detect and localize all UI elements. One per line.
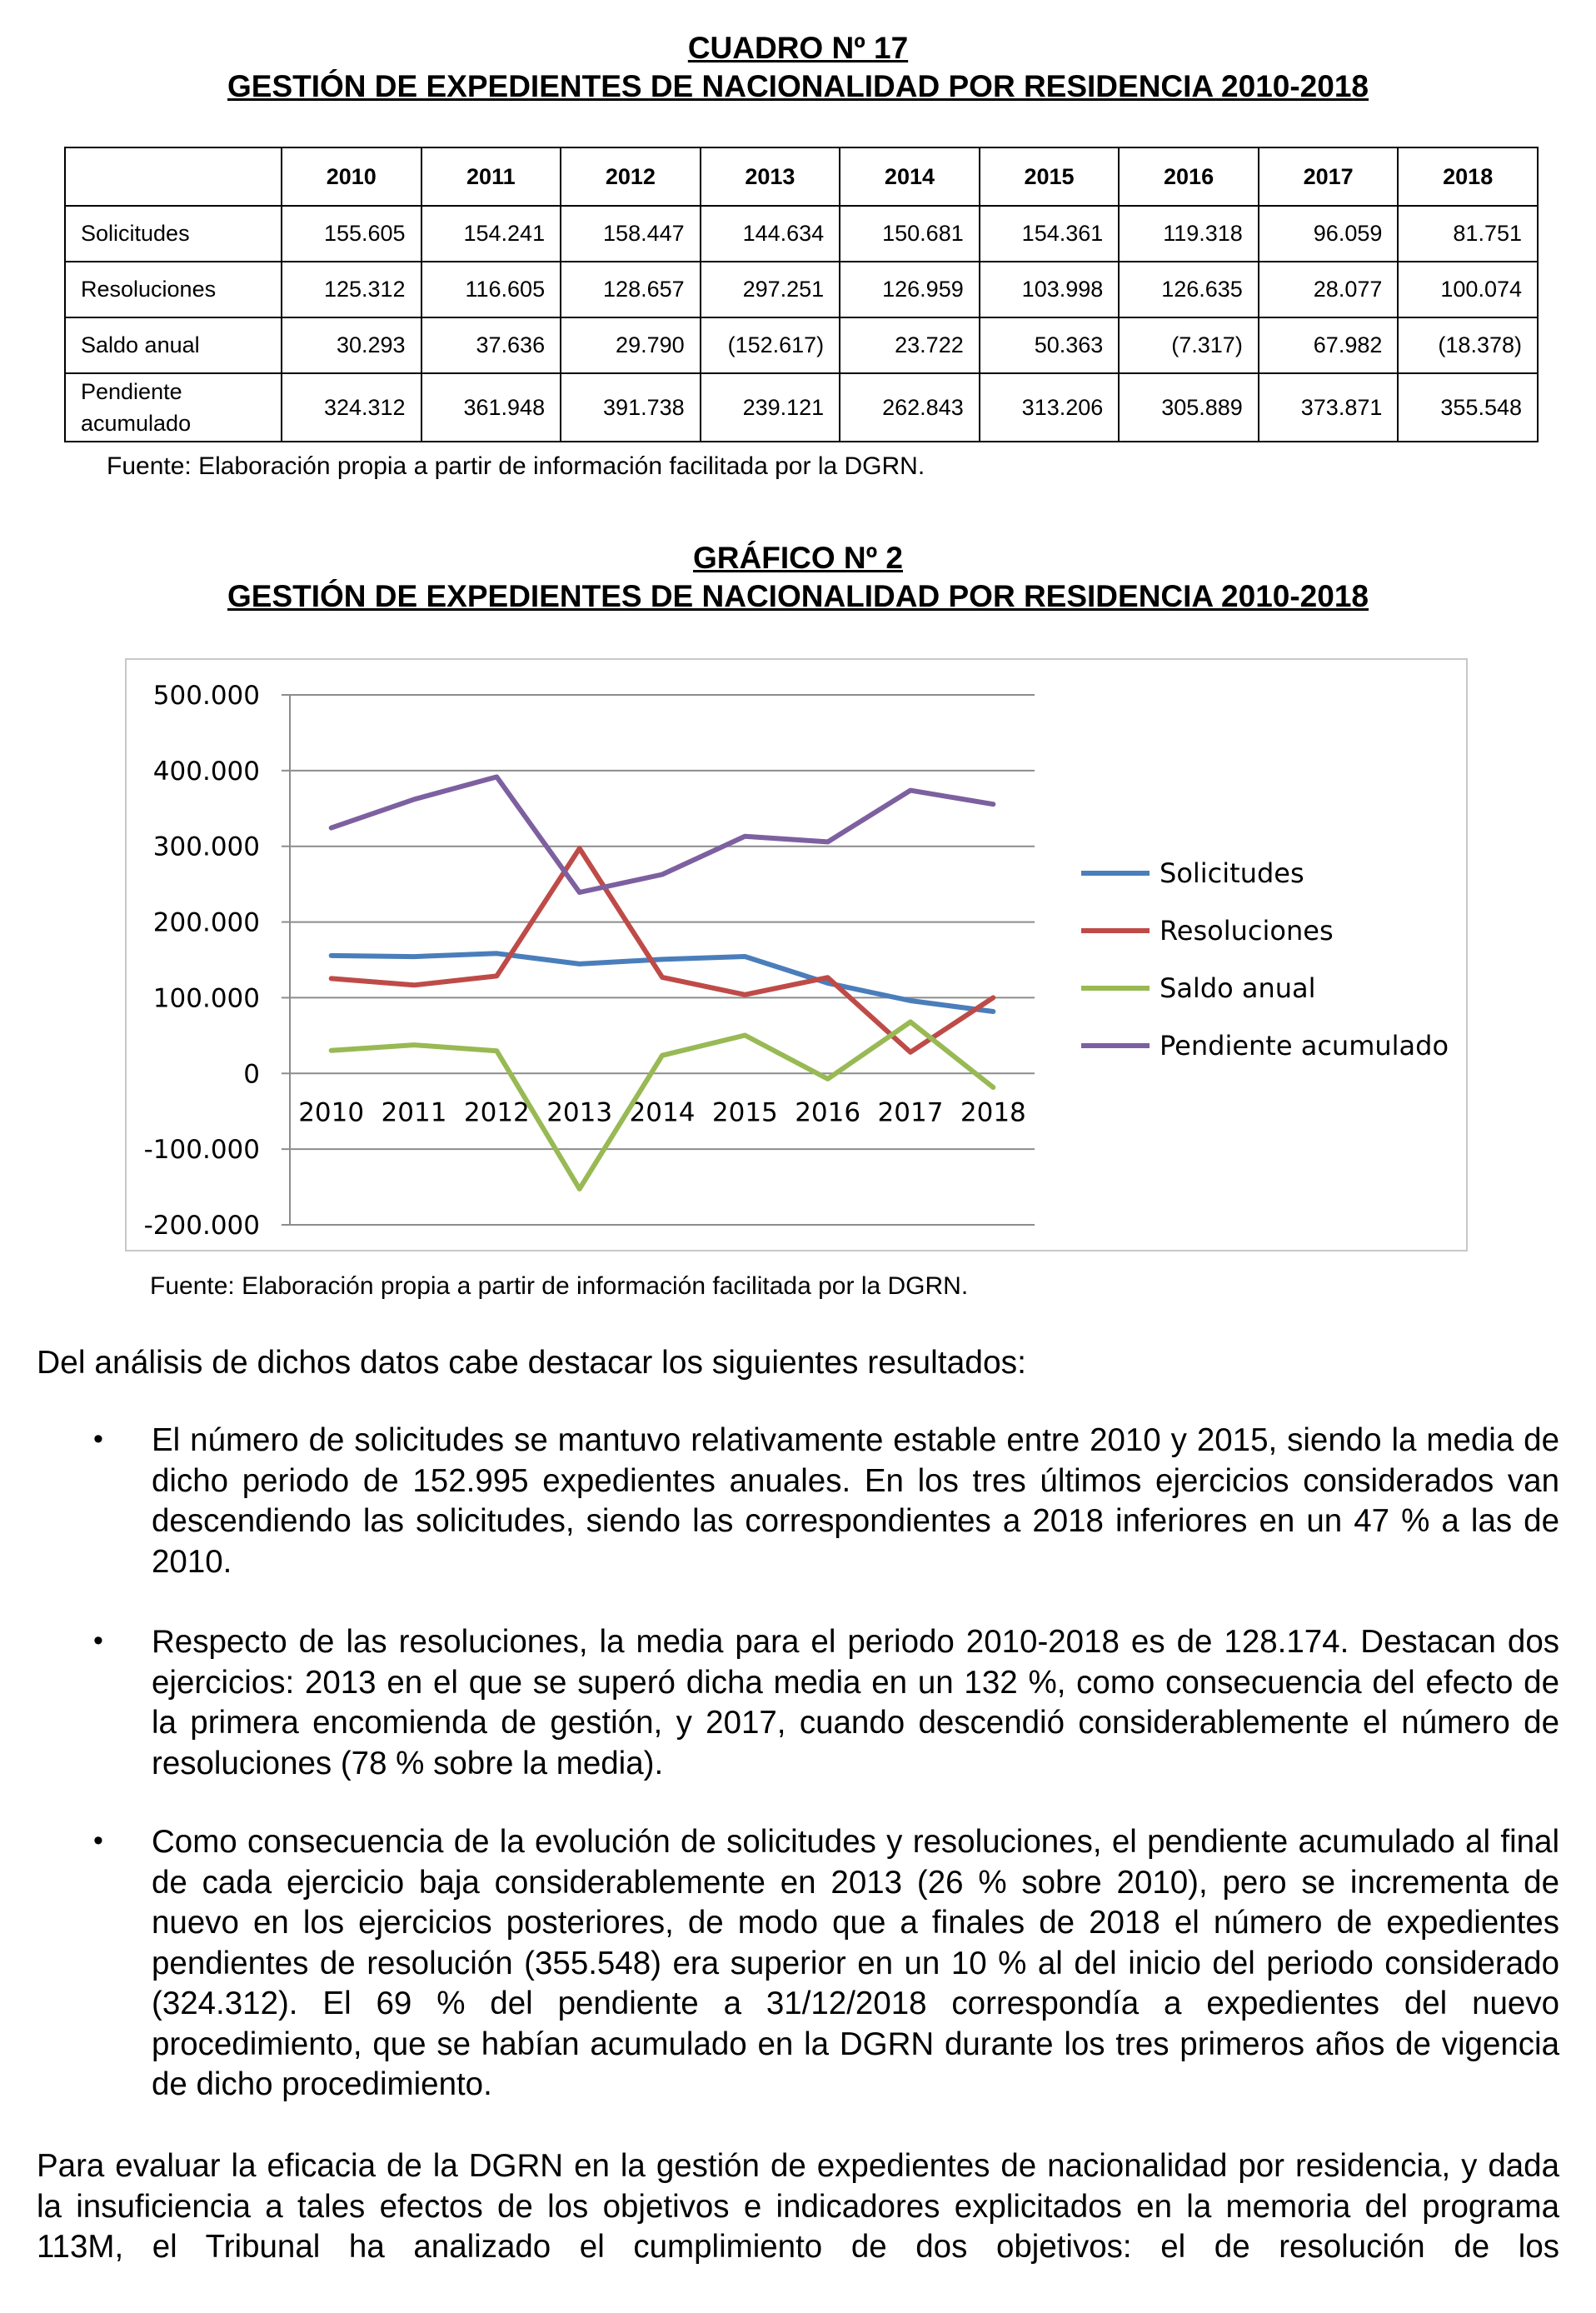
table-cell: 81.751 <box>1398 206 1538 262</box>
table-cell: 119.318 <box>1119 206 1259 262</box>
row-label: Saldo anual <box>65 317 282 373</box>
y-tick-label: 100.000 <box>152 983 260 1014</box>
table-cell: 116.605 <box>421 262 561 317</box>
table-cell: 29.790 <box>561 317 701 373</box>
row-label: Solicitudes <box>65 206 282 262</box>
bullet-marker: • <box>93 1825 103 1856</box>
x-tick-label: 2015 <box>711 1097 778 1128</box>
table-cell: 67.982 <box>1259 317 1399 373</box>
table-cell: (18.378) <box>1398 317 1538 373</box>
year-header: 2018 <box>1398 147 1538 206</box>
series-line <box>332 777 994 892</box>
y-tick-label: 200.000 <box>152 907 260 938</box>
table-cell: 155.605 <box>282 206 421 262</box>
legend-label: Resoluciones <box>1160 915 1334 947</box>
table-cell: 144.634 <box>701 206 840 262</box>
table-cell: 324.312 <box>282 373 421 442</box>
y-tick-label: 500.000 <box>152 681 260 711</box>
y-tick-label: -200.000 <box>143 1211 260 1241</box>
table-cell: 100.074 <box>1398 262 1538 317</box>
table-cell: 313.206 <box>980 373 1120 442</box>
table-cell: 154.361 <box>980 206 1120 262</box>
table-cell: 126.635 <box>1119 262 1259 317</box>
year-header: 2012 <box>561 147 701 206</box>
year-header: 2016 <box>1119 147 1259 206</box>
y-tick-label: 300.000 <box>152 832 260 862</box>
year-header: 2014 <box>840 147 980 206</box>
y-tick-label: -100.000 <box>143 1135 260 1166</box>
series-line <box>332 848 994 1052</box>
legend-label: Pendiente acumulado <box>1160 1030 1449 1062</box>
grafico-title: GESTIÓN DE EXPEDIENTES DE NACIONALIDAD POR RESIDENCIA 2010-2018 <box>227 579 1369 613</box>
table-cell: 297.251 <box>701 262 840 317</box>
year-header: 2017 <box>1259 147 1399 206</box>
x-tick-label: 2017 <box>877 1097 944 1128</box>
table-cell: 158.447 <box>561 206 701 262</box>
cuadro-label: CUADRO Nº 17 <box>687 31 909 65</box>
year-header: 2011 <box>421 147 561 206</box>
cuadro-title: GESTIÓN DE EXPEDIENTES DE NACIONALIDAD POR RESIDENCIA 2010-2018 <box>227 69 1369 103</box>
table-cell: 37.636 <box>421 317 561 373</box>
bullet-item: Respecto de las resoluciones, la media para el periodo 2010-2018 es de 128.174. Destacan dos ejercicios: 2013 en el que se superó dicha media en un 132 %, como consecuencia del efecto de la primera encomienda de gestión, y 2017, cuando descendió considerablemente el número de resoluciones (78 % sobre la media). <box>152 1624 1559 1781</box>
y-tick-label: 400.000 <box>152 756 260 787</box>
row-label-line: acumulado <box>81 411 192 436</box>
x-tick-label: 2012 <box>463 1097 530 1128</box>
legend-label: Saldo anual <box>1160 972 1316 1004</box>
year-header: 2010 <box>282 147 421 206</box>
y-tick-label: 0 <box>243 1059 260 1090</box>
table-cell: (7.317) <box>1119 317 1259 373</box>
table-cell: 361.948 <box>421 373 561 442</box>
table-cell: 391.738 <box>561 373 701 442</box>
table-cell: (152.617) <box>701 317 840 373</box>
grafico-label: GRÁFICO Nº 2 <box>693 541 903 575</box>
table-cell: 262.843 <box>840 373 980 442</box>
intro-paragraph: Del análisis de dichos datos cabe destacar los siguientes resultados: <box>37 1345 1027 1381</box>
x-tick-label: 2018 <box>960 1097 1026 1128</box>
bullet-marker: • <box>93 1423 103 1455</box>
bullet-item: Como consecuencia de la evolución de solicitudes y resoluciones, el pendiente acumulado al final de cada ejercicio baja considerablemente en 2013 (26 % sobre 2010), pero se incrementa de nuevo en los ejercicios posteriores, de modo que a finales de 2018 el número de expedientes pendientes de resolución (355.548) era superior en un 10 % al del inicio del periodo considerado (324.312). El 69 % del pendiente a 31/12/2018 correspondía a expedientes del nuevo procedimiento, que se habían acumulado en la DGRN durante los tres primeros años de vigencia de dicho procedimiento. <box>152 1824 1559 2102</box>
table-cell: 96.059 <box>1259 206 1399 262</box>
table-cell: 355.548 <box>1398 373 1538 442</box>
table-cell: 50.363 <box>980 317 1120 373</box>
closing-paragraph: Para evaluar la eficacia de la DGRN en la gestión de expedientes de nacionalidad por residencia, y dada la insuficiencia a tales efectos de los objetivos e indicadores explicitados en la memoria del programa 113M, el Tribunal ha analizado el cumplimiento de dos objetivos: el de resolución de los <box>37 2148 1559 2265</box>
x-tick-label: 2011 <box>381 1097 447 1128</box>
table-cell: 128.657 <box>561 262 701 317</box>
x-tick-label: 2014 <box>629 1097 696 1128</box>
legend-label: Solicitudes <box>1160 857 1304 889</box>
bullet-marker: • <box>93 1625 103 1656</box>
x-tick-label: 2010 <box>298 1097 365 1128</box>
table-cell: 150.681 <box>840 206 980 262</box>
table-cell: 125.312 <box>282 262 421 317</box>
year-header: 2015 <box>980 147 1120 206</box>
row-label: Resoluciones <box>65 262 282 317</box>
grafico-source: Fuente: Elaboración propia a partir de información facilitada por la DGRN. <box>150 1272 969 1300</box>
table-cell: 126.959 <box>840 262 980 317</box>
table-cell: 373.871 <box>1259 373 1399 442</box>
bullet-item: El número de solicitudes se mantuvo relativamente estable entre 2010 y 2015, siendo la media de dicho periodo de 152.995 expedientes anuales. En los tres últimos ejercicios considerados van descendiendo las solicitudes, siendo las correspondientes a 2018 inferiores en un 47 % a las de 2010. <box>152 1422 1559 1580</box>
table-cell: 28.077 <box>1259 262 1399 317</box>
row-label-line: Pendiente <box>81 379 182 404</box>
table-cell: 103.998 <box>980 262 1120 317</box>
x-tick-label: 2016 <box>795 1097 861 1128</box>
table-cell: 154.241 <box>421 206 561 262</box>
table-cell: 30.293 <box>282 317 421 373</box>
table-cell: 305.889 <box>1119 373 1259 442</box>
table-cell: 239.121 <box>701 373 840 442</box>
year-header: 2013 <box>701 147 840 206</box>
x-tick-label: 2013 <box>546 1097 613 1128</box>
cuadro-source: Fuente: Elaboración propia a partir de información facilitada por la DGRN. <box>107 452 925 480</box>
table-cell: 23.722 <box>840 317 980 373</box>
